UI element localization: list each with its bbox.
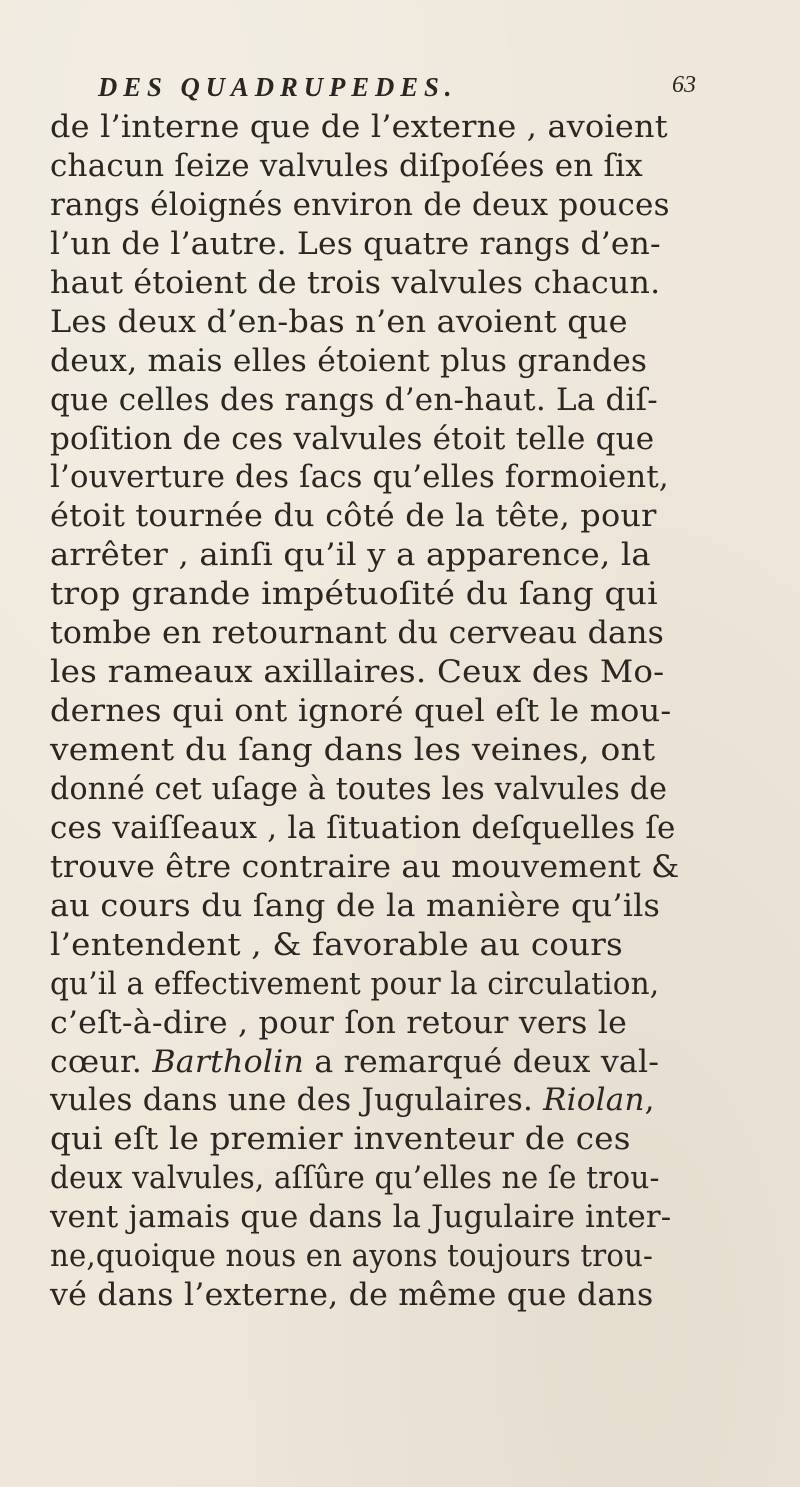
text-line: chacun ſeize valvules diſpoſées en ſix — [50, 147, 643, 184]
body-text — [50, 108, 700, 1315]
text-line — [50, 1043, 713, 1082]
text-line: vent jamais que dans la Jugulaire inter- — [50, 1199, 672, 1236]
text-line: l’entendent , & favorable au cours — [50, 926, 623, 963]
text-line — [50, 1081, 700, 1120]
text-segment: vules dans une des Jugulaires. — [50, 1082, 544, 1119]
text-segment: a remarqué deux val- — [304, 1043, 660, 1080]
text-line: trouve être contraire au mouvement & — [50, 848, 680, 885]
text-line: deux valvules, aſſûre qu’elles ne ſe trou- — [50, 1160, 660, 1197]
text-line: vement du ſang dans les veines, ont — [50, 732, 656, 768]
text-line: vé dans l’externe, de même que dans — [50, 1277, 654, 1314]
text-line: l’un de l’autre. Les quatre rangs d’en- — [50, 225, 661, 262]
running-head: DES QUADRUPEDES. — [98, 72, 458, 102]
text-line: que celles des rangs d’en-haut. La diſ- — [50, 381, 658, 418]
text-line: deux, mais elles étoient plus grandes — [50, 342, 648, 379]
text-line: trop grande impétuoſité du ſang qui — [50, 576, 658, 613]
text-segment: cœur. — [50, 1043, 153, 1080]
text-segment: , — [644, 1082, 655, 1119]
text-line: l’ouverture des ſacs qu’elles formoient, — [50, 459, 669, 496]
text-line: Les deux d’en-bas n’en avoient que — [50, 303, 628, 340]
text-line: arrêter , ainſi qu’il y a apparence, la — [50, 537, 651, 574]
text-line: c’eſt-à-dire , pour ſon retour vers le — [50, 1004, 628, 1041]
author-name: Bartholin — [152, 1043, 305, 1080]
text-line: rangs éloignés environ de deux pouces — [50, 186, 670, 223]
text-line: dernes qui ont ignoré quel eſt le mou- — [50, 693, 672, 730]
text-line: ne,quoique nous en ayons toujours trou- — [50, 1238, 654, 1275]
text-line: les rameaux axillaires. Ceux des Mo- — [50, 654, 665, 691]
page-number: 63 — [672, 72, 696, 98]
text-line: au cours du ſang de la manière qu’ils — [50, 887, 661, 924]
text-line: poſition de ces valvules étoit telle que — [50, 420, 655, 457]
text-line: qu’il a effectivement pour la circulation, — [50, 965, 660, 1002]
text-line: de l’interne que de l’externe , avoient — [50, 109, 668, 145]
text-line: qui eſt le premier inventeur de ces — [50, 1121, 631, 1158]
text-line: ces vaiſſeaux , la ſituation deſquelles ſe — [50, 809, 676, 846]
text-line: tombe en retournant du cerveau dans — [50, 615, 665, 652]
text-line: donné cet uſage à toutes les valvules de — [50, 770, 668, 807]
author-name: Riolan — [543, 1082, 645, 1119]
page-header — [98, 72, 738, 112]
text-line: haut étoient de trois valvules chacun. — [50, 264, 661, 301]
text-line: étoit tournée du côté de la tête, pour — [50, 498, 657, 535]
